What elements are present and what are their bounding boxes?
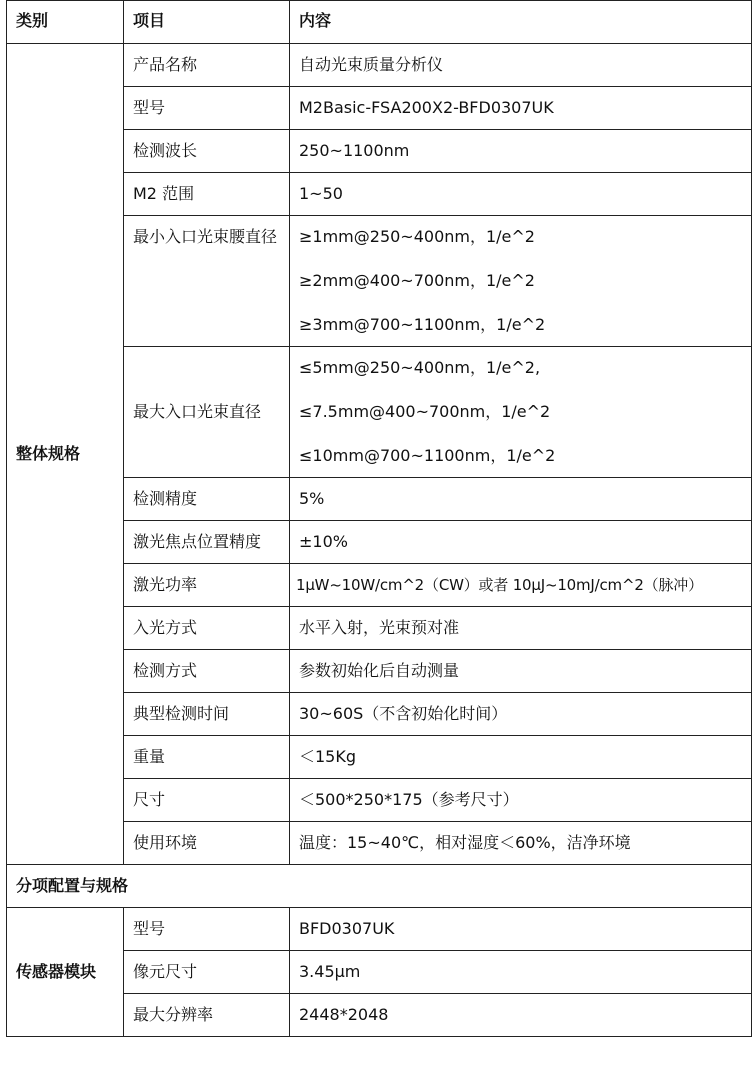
item-cell: 检测方式 xyxy=(124,650,290,693)
value-cell: ＜15Kg xyxy=(290,736,752,779)
item-cell: 典型检测时间 xyxy=(124,693,290,736)
value-cell: 水平入射，光束预对准 xyxy=(290,607,752,650)
section-title: 分项配置与规格 xyxy=(7,865,752,908)
value-cell: 自动光束质量分析仪 xyxy=(290,44,752,87)
item-cell: 最大入口光束直径 xyxy=(124,347,290,478)
item-cell: 使用环境 xyxy=(124,822,290,865)
item-cell: 型号 xyxy=(124,87,290,130)
value-cell: ＜500*250*175（参考尺寸） xyxy=(290,779,752,822)
table-row xyxy=(7,908,752,951)
header-category: 类别 xyxy=(7,1,124,44)
category-overall: 整体规格 xyxy=(7,44,124,865)
value-line: ≤10mm@700~1100nm，1/e^2 xyxy=(299,446,556,465)
value-cell xyxy=(290,216,752,347)
item-cell: M2 范围 xyxy=(124,173,290,216)
value-cell: BFD0307UK xyxy=(290,908,752,951)
header-row xyxy=(7,1,752,44)
value-line: ≥1mm@250~400nm，1/e^2 xyxy=(299,227,535,246)
item-cell: 最大分辨率 xyxy=(124,994,290,1037)
value-cell: ±10% xyxy=(290,521,752,564)
item-cell xyxy=(124,216,290,347)
value-line: ≤7.5mm@400~700nm，1/e^2 xyxy=(299,402,551,421)
value-cell: 1μW~10W/cm^2（CW）或者 10μJ~10mJ/cm^2（脉冲） xyxy=(290,564,752,607)
value-cell: 250~1100nm xyxy=(290,130,752,173)
value-line: ≥2mm@400~700nm，1/e^2 xyxy=(299,271,535,290)
value-cell: 5% xyxy=(290,478,752,521)
item-label: 最小入口光束腰直径 xyxy=(133,227,278,246)
value-cell: 2448*2048 xyxy=(290,994,752,1037)
value-cell xyxy=(290,347,752,478)
item-cell: 型号 xyxy=(124,908,290,951)
category-sensor: 传感器模块 xyxy=(7,908,124,1037)
value-line: ≥3mm@700~1100nm，1/e^2 xyxy=(299,315,546,334)
header-content: 内容 xyxy=(290,1,752,44)
item-cell: 检测波长 xyxy=(124,130,290,173)
header-item: 项目 xyxy=(124,1,290,44)
value-line: ≤5mm@250~400nm，1/e^2, xyxy=(299,358,541,377)
value-cell: 3.45μm xyxy=(290,951,752,994)
item-cell: 产品名称 xyxy=(124,44,290,87)
item-cell: 激光焦点位置精度 xyxy=(124,521,290,564)
item-cell: 入光方式 xyxy=(124,607,290,650)
value-cell: 参数初始化后自动测量 xyxy=(290,650,752,693)
value-cell: 1~50 xyxy=(290,173,752,216)
item-cell: 尺寸 xyxy=(124,779,290,822)
item-cell: 像元尺寸 xyxy=(124,951,290,994)
spec-table xyxy=(6,0,752,1037)
table-row xyxy=(7,44,752,87)
value-cell: 30~60S（不含初始化时间） xyxy=(290,693,752,736)
item-cell: 重量 xyxy=(124,736,290,779)
item-cell: 检测精度 xyxy=(124,478,290,521)
value-cell: 温度：15~40℃，相对湿度＜60%，洁净环境 xyxy=(290,822,752,865)
item-cell: 激光功率 xyxy=(124,564,290,607)
section-row xyxy=(7,865,752,908)
value-cell: M2Basic-FSA200X2-BFD0307UK xyxy=(290,87,752,130)
